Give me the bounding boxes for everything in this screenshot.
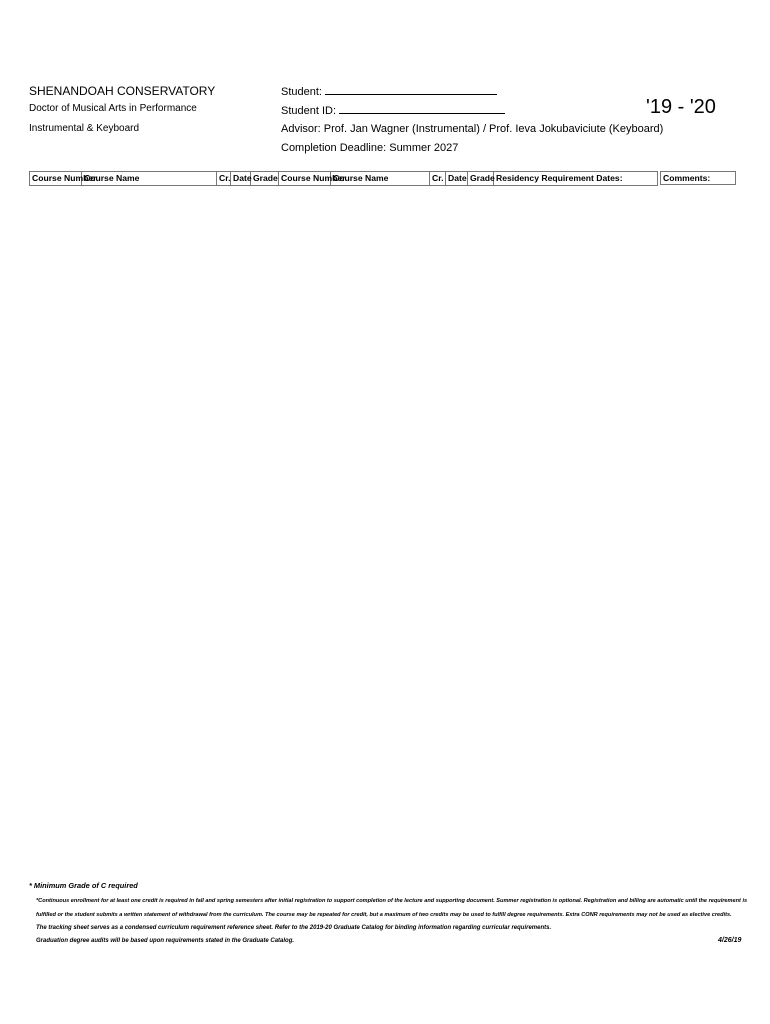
student-field[interactable]	[281, 84, 497, 98]
degree-name: Doctor of Musical Arts in Performance	[29, 103, 197, 114]
col-cr-2: Cr.	[430, 172, 446, 186]
col-course-name: Course Name	[82, 172, 217, 186]
advisor: Advisor: Prof. Jan Wagner (Instrumental) / Prof. Ieva Jokubaviciute (Keyboard)	[281, 123, 664, 135]
footnote-line-1: *Continuous enrollment for at least one credit is required in fall and spring semesters after initial registration to support completion of the lecture and supporting document. Summer registration is optional. Registration and billing are automatic until the requirement is	[36, 898, 748, 904]
school-name: SHENANDOAH CONSERVATORY	[29, 84, 216, 98]
col-course-name-2: Course Name	[331, 172, 430, 186]
student-line	[325, 84, 497, 95]
tracking-grid	[29, 171, 658, 186]
col-course-number: Course Number	[30, 172, 82, 186]
academic-year: '19 - '20	[646, 96, 716, 118]
col-date-2: Date	[446, 172, 468, 186]
column-header-row	[30, 172, 658, 186]
col-residency: Residency Requirement Dates:	[494, 172, 658, 186]
completion-deadline: Completion Deadline: Summer 2027	[281, 142, 459, 154]
student-id-line	[339, 103, 505, 114]
col-grade: Grade	[251, 172, 279, 186]
comments-header: Comments:	[660, 171, 736, 185]
student-id-label: Student ID:	[281, 105, 337, 117]
footnote-line-2: fulfilled or the student submits a written statement of withdrawal from the curriculum. The course may be repeated for credit, but a maximum of two credits may be used to fulfill degree requirements. Extra CONR requirements may not be used as elective credits.	[36, 912, 732, 918]
student-label: Student:	[281, 86, 322, 98]
revision-date: 4/26/19	[718, 937, 742, 944]
footnote-min-grade: * Minimum Grade of C required	[29, 881, 138, 890]
footnote-line-3: The tracking sheet serves as a condensed curriculum requirement reference sheet. Refer to the 2019-20 Graduate Catalog for binding information regarding curricular requirements.	[36, 925, 552, 931]
col-date: Date	[231, 172, 251, 186]
col-course-number-2: Course Number	[279, 172, 331, 186]
footnote-line-4: Graduation degree audits will be based upon requirements stated in the Graduate Catalog.	[36, 938, 295, 944]
student-id-field[interactable]	[281, 103, 505, 117]
col-cr: Cr.	[217, 172, 231, 186]
degree-track: Instrumental & Keyboard	[29, 123, 140, 134]
col-grade-2: Grade	[468, 172, 494, 186]
